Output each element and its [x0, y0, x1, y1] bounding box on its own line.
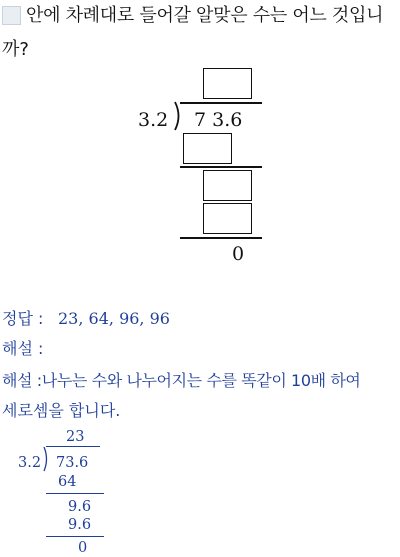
- answer-label: 정답 :: [2, 309, 44, 328]
- solution-divisor: 3.2: [18, 455, 42, 471]
- step2-blank: [203, 170, 252, 201]
- divisor: 3.2: [138, 109, 169, 131]
- solution-subtraction-line-2: [46, 536, 104, 537]
- solution-step2: 9.6: [68, 499, 92, 515]
- solution-step3: 9.6: [68, 517, 92, 533]
- answer-values: 23, 64, 96, 96: [58, 309, 170, 328]
- solution-step1: 64: [58, 474, 77, 490]
- quotient-blank: [203, 68, 252, 99]
- step3-blank: [203, 203, 252, 234]
- question-text: 안에 차례대로 들어갈 알맞은 수는 어느 것입니: [26, 5, 384, 26]
- solution-dividend: 73.6: [56, 455, 89, 471]
- step1-blank: [183, 133, 232, 164]
- solution-quotient: 23: [66, 429, 85, 445]
- subtraction-line-2: [180, 237, 262, 239]
- question-text-continued: 까?: [2, 39, 29, 60]
- division-bracket: [172, 101, 184, 131]
- solution-division-bracket: [42, 446, 50, 472]
- explanation-line-2: 세로셈을 합니다.: [2, 401, 121, 420]
- answer-blank-marker: [2, 6, 21, 25]
- solution-subtraction-line-1: [46, 493, 104, 494]
- remainder: 0: [232, 243, 245, 265]
- solution-remainder: 0: [78, 540, 88, 556]
- solution-division-bar: [46, 446, 100, 447]
- dividend: 7 3.6: [194, 109, 243, 131]
- subtraction-line-1: [180, 166, 262, 168]
- explanation-line-1: 해설 :나누는 수와 나누어지는 수를 똑같이 10배 하여: [2, 371, 361, 390]
- explanation-heading: 해설 :: [2, 339, 44, 358]
- division-bar: [180, 102, 262, 104]
